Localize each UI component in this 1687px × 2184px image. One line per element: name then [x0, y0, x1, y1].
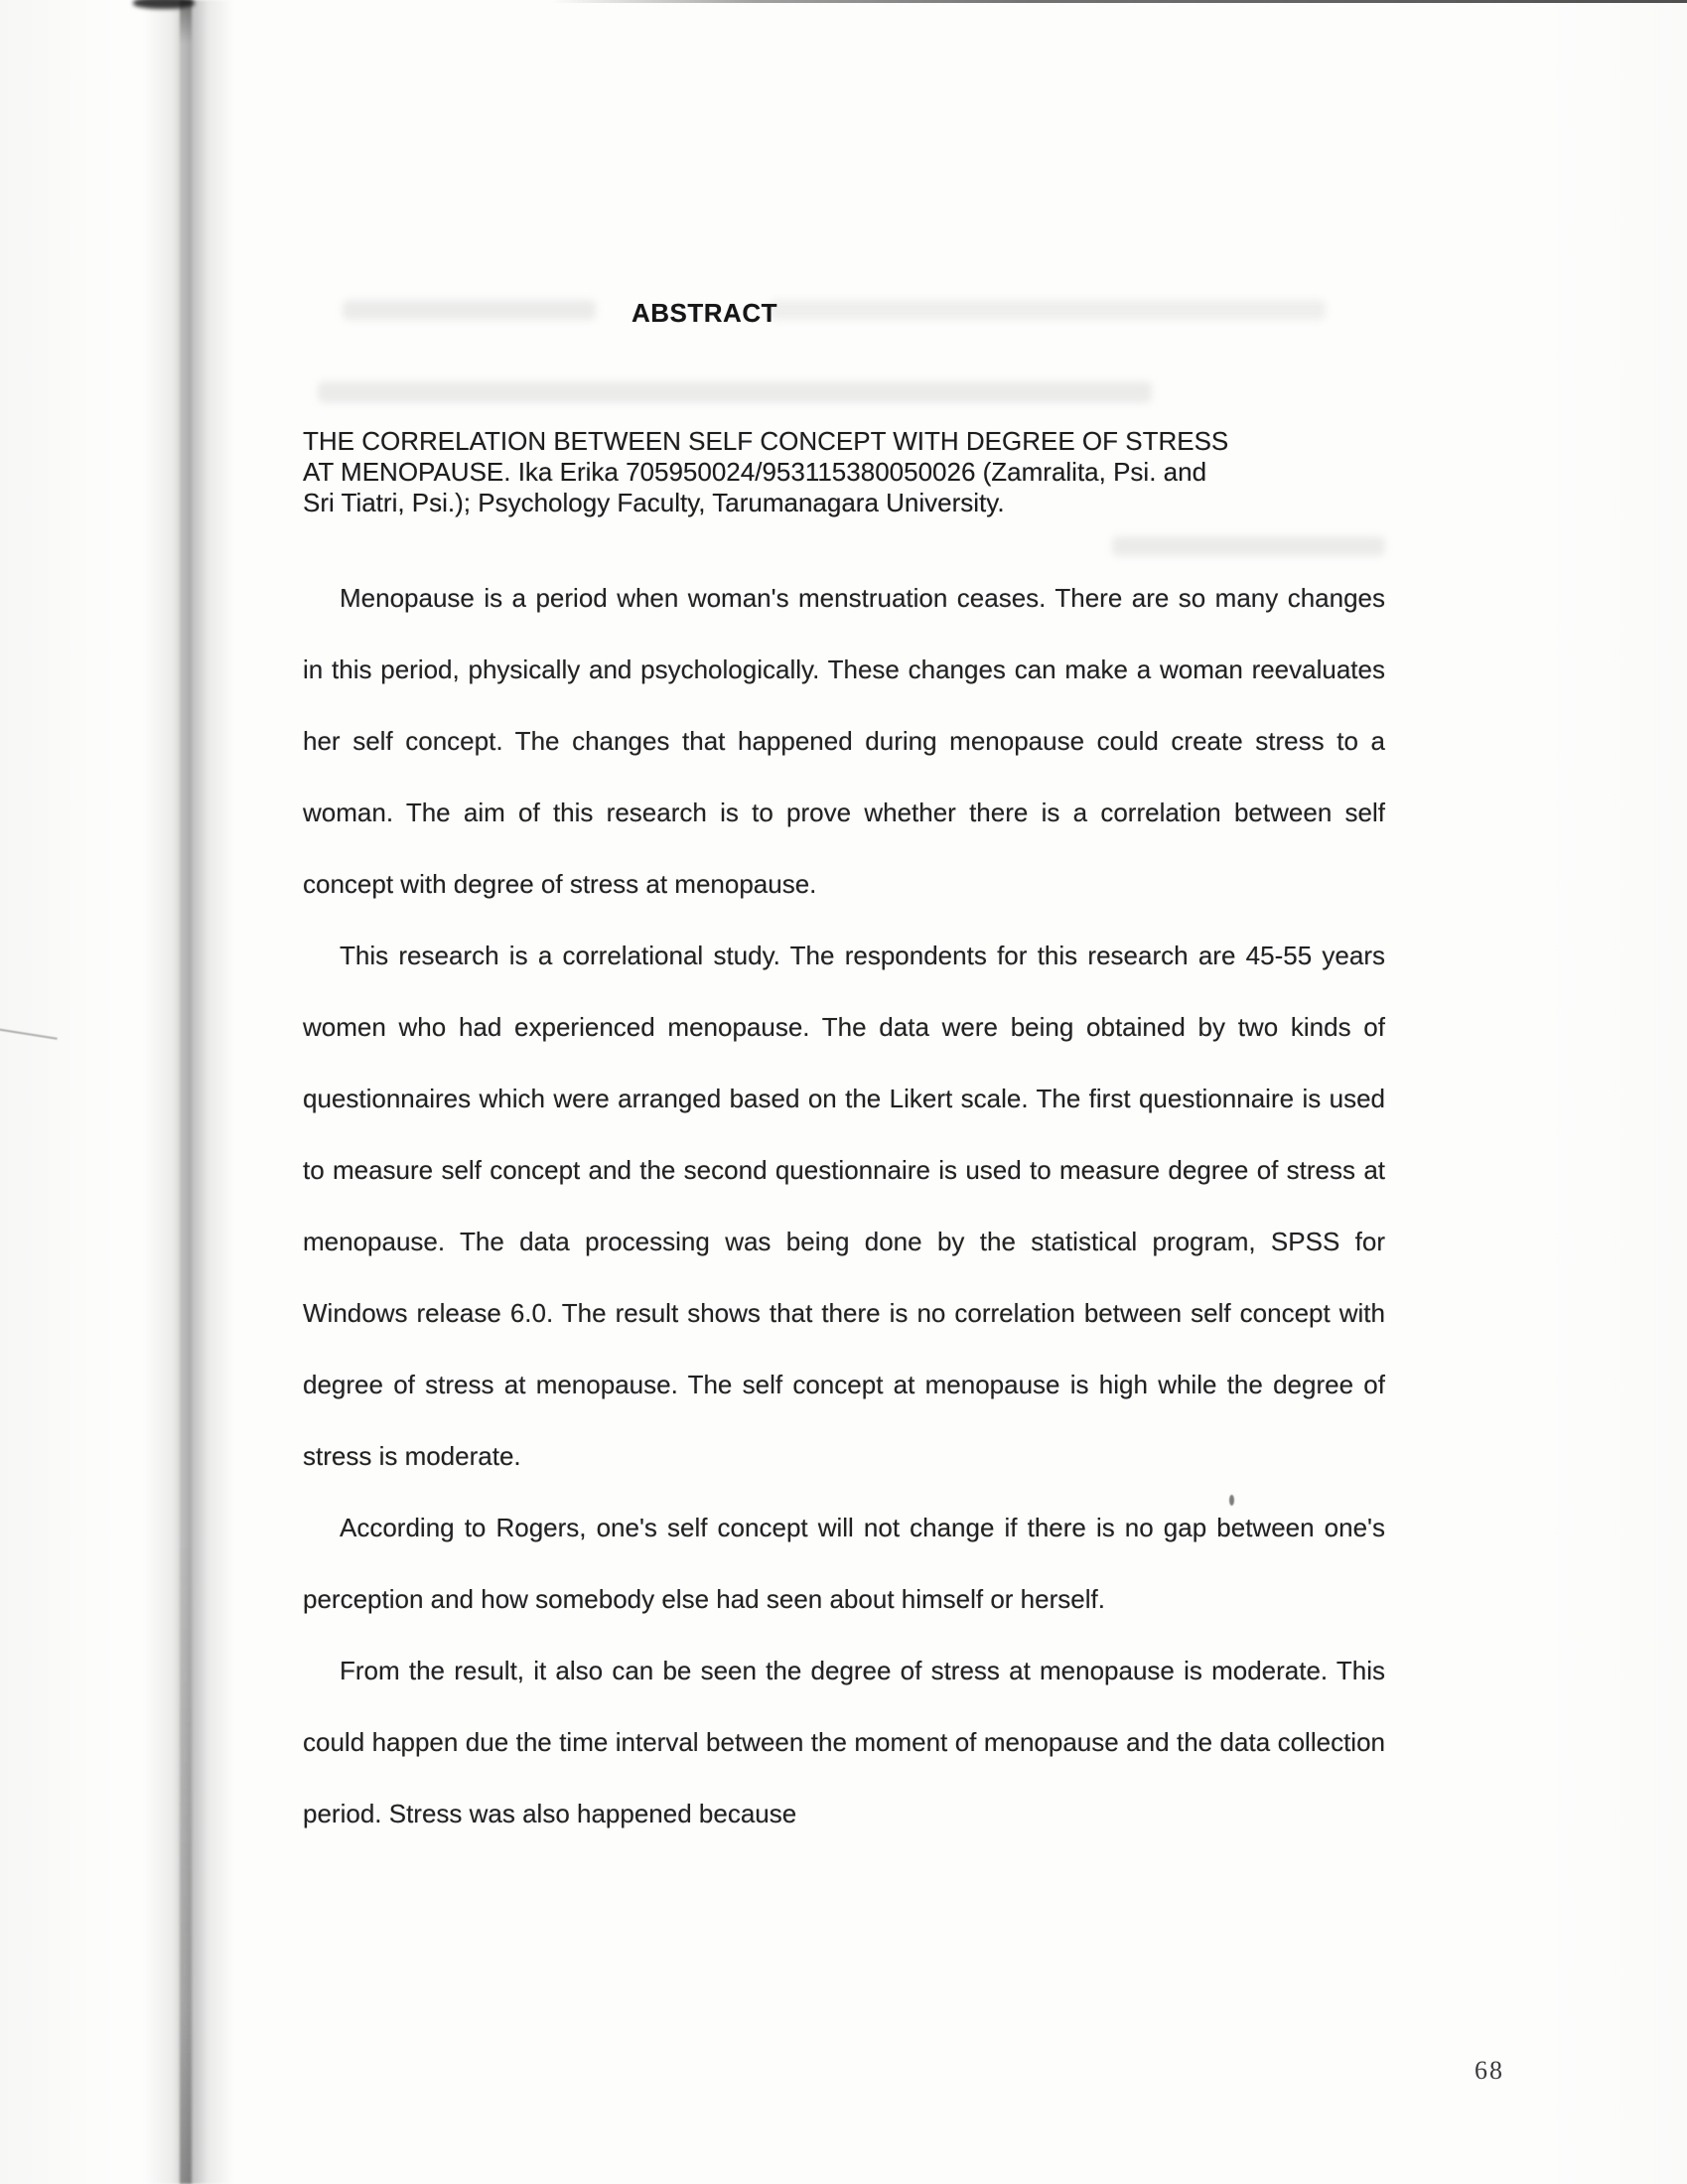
bleed-through-artifact	[343, 300, 596, 320]
pencil-scratch-artifact	[0, 1028, 58, 1040]
citation-line: AT MENOPAUSE. Ika Erika 705950024/953115380050026 (Zamralita, Psi. and	[303, 457, 1207, 487]
citation-line: Sri Tiatri, Psi.); Psychology Faculty, Tarumanagara University.	[303, 488, 1005, 517]
page-number: 68	[1475, 2056, 1504, 2085]
bleed-through-artifact	[1112, 536, 1385, 556]
bleed-through-artifact	[770, 300, 1326, 320]
bleed-through-artifact	[318, 381, 1152, 403]
scan-shadow-band-core	[180, 0, 192, 2184]
abstract-paragraph: This research is a correlational study. The respondents for this research are 45-55 years women who had experienced menopause. The data were being obtained by two kinds of questionnaires which were arranged based on the Likert scale. The first questionnaire is used to measure self concept and the second questionnaire is used to measure degree of stress at menopause. The data processing was being done by the statistical program, SPSS for Windows release 6.0. The result shows that there is no correlation between self concept with degree of stress at menopause. The self concept at menopause is high while the degree of stress is moderate.	[303, 941, 1385, 1471]
page-title: ABSTRACT	[632, 298, 777, 328]
thesis-citation-block	[303, 426, 1393, 518]
abstract-paragraph: According to Rogers, one's self concept will not change if there is no gap between one's perception and how somebody else had seen about himself or herself.	[303, 1513, 1385, 1614]
abstract-paragraph: Menopause is a period when woman's menstruation ceases. There are so many changes in this period, physically and psychologically. These changes can make a woman reevaluates her self concept. The changes that happened during menopause could create stress to a woman. The aim of this research is to prove whether there is a correlation between self concept with degree of stress at menopause.	[303, 583, 1385, 899]
scan-top-edge-line	[551, 0, 1687, 3]
citation-line: THE CORRELATION BETWEEN SELF CONCEPT WITH DEGREE OF STRESS	[303, 426, 1229, 456]
abstract-paragraph: From the result, it also can be seen the degree of stress at menopause is moderate. This could happen due the time interval between the moment of menopause and the data collection period. Stress was also happened because	[303, 1656, 1385, 1828]
abstract-body	[303, 562, 1385, 1849]
